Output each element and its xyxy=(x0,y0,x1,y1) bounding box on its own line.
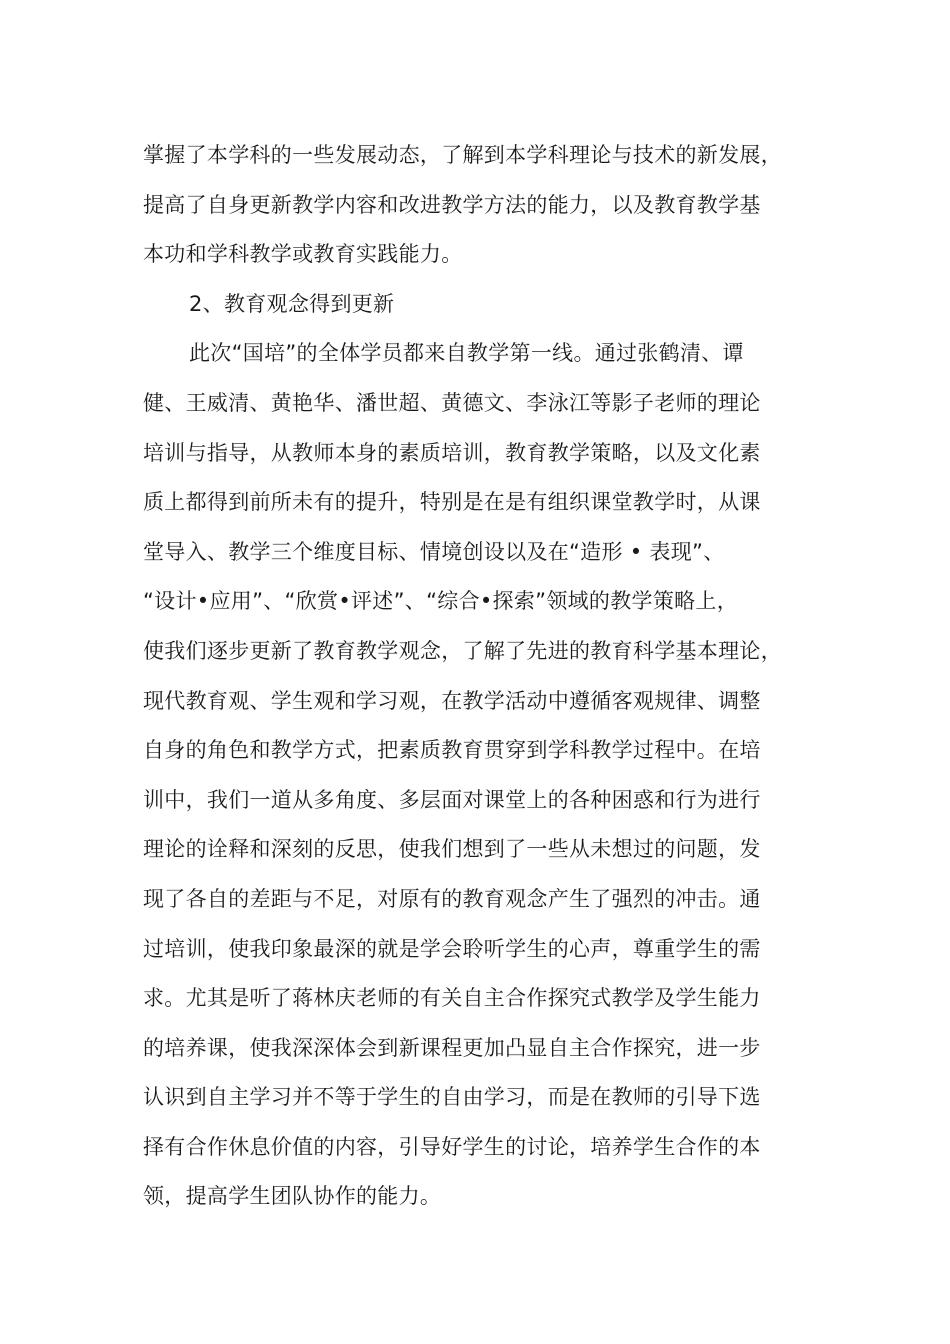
text-line: 训中，我们一道从多角度、多层面对课堂上的各种困惑和行为进行 xyxy=(143,787,761,812)
text-line: 领，提高学生团队协作的能力。 xyxy=(143,1184,442,1209)
text-line: 此次“国培”的全体学员都来自教学第一线。通过张鹤清、谭 xyxy=(189,341,744,366)
text-line: 提高了自身更新教学内容和改进教学方法的能力，以及教育教学基 xyxy=(143,192,761,217)
section-heading: 2、教育观念得到更新 xyxy=(189,291,395,316)
text-line: 过培训，使我印象最深的就是学会聆听学生的心声，尊重学生的需 xyxy=(143,936,761,961)
text-line: 认识到自主学习并不等于学生的自由学习，而是在教师的引导下选 xyxy=(143,1085,761,1110)
text-line: 求。尤其是听了蒋林庆老师的有关自主合作探究式教学及学生能力 xyxy=(143,986,761,1011)
text-line: 堂导入、教学三个维度目标、情境创设以及在“造形 • 表现”、 xyxy=(143,539,725,564)
text-line: 的培养课，使我深深体会到新课程更加凸显自主合作探究，进一步 xyxy=(143,1035,761,1060)
text-line: 培训与指导，从教师本身的素质培训，教育教学策略，以及文化素 xyxy=(143,440,761,465)
text-line: 择有合作休息价值的内容，引导好学生的讨论，培养学生合作的本 xyxy=(143,1134,761,1159)
text-line: 掌握了本学科的一些发展动态，了解到本学科理论与技术的新发展， xyxy=(143,143,782,167)
text-line: 现了各自的差距与不足，对原有的教育观念产生了强烈的冲击。通 xyxy=(143,886,761,911)
text-line: “设计•应用”、“欣赏•评述”、“综合•探索”领域的教学策略上， xyxy=(143,589,739,614)
text-line: 理论的诠释和深刻的反思，使我们想到了一些从未想过的问题，发 xyxy=(143,837,761,862)
text-line: 质上都得到前所未有的提升，特别是在是有组织课堂教学时，从课 xyxy=(143,490,761,515)
text-line: 本功和学科教学或教育实践能力。 xyxy=(143,242,463,267)
text-line: 使我们逐步更新了教育教学观念，了解了先进的教育科学基本理论， xyxy=(143,638,782,663)
body-text xyxy=(143,131,823,1222)
text-line: 自身的角色和教学方式，把素质教育贯穿到学科教学过程中。在培 xyxy=(143,738,761,763)
text-line: 健、王威清、黄艳华、潘世超、黄德文、李泳江等影子老师的理论 xyxy=(143,390,761,415)
text-line: 现代教育观、学生观和学习观，在教学活动中遵循客观规律、调整 xyxy=(143,688,761,713)
